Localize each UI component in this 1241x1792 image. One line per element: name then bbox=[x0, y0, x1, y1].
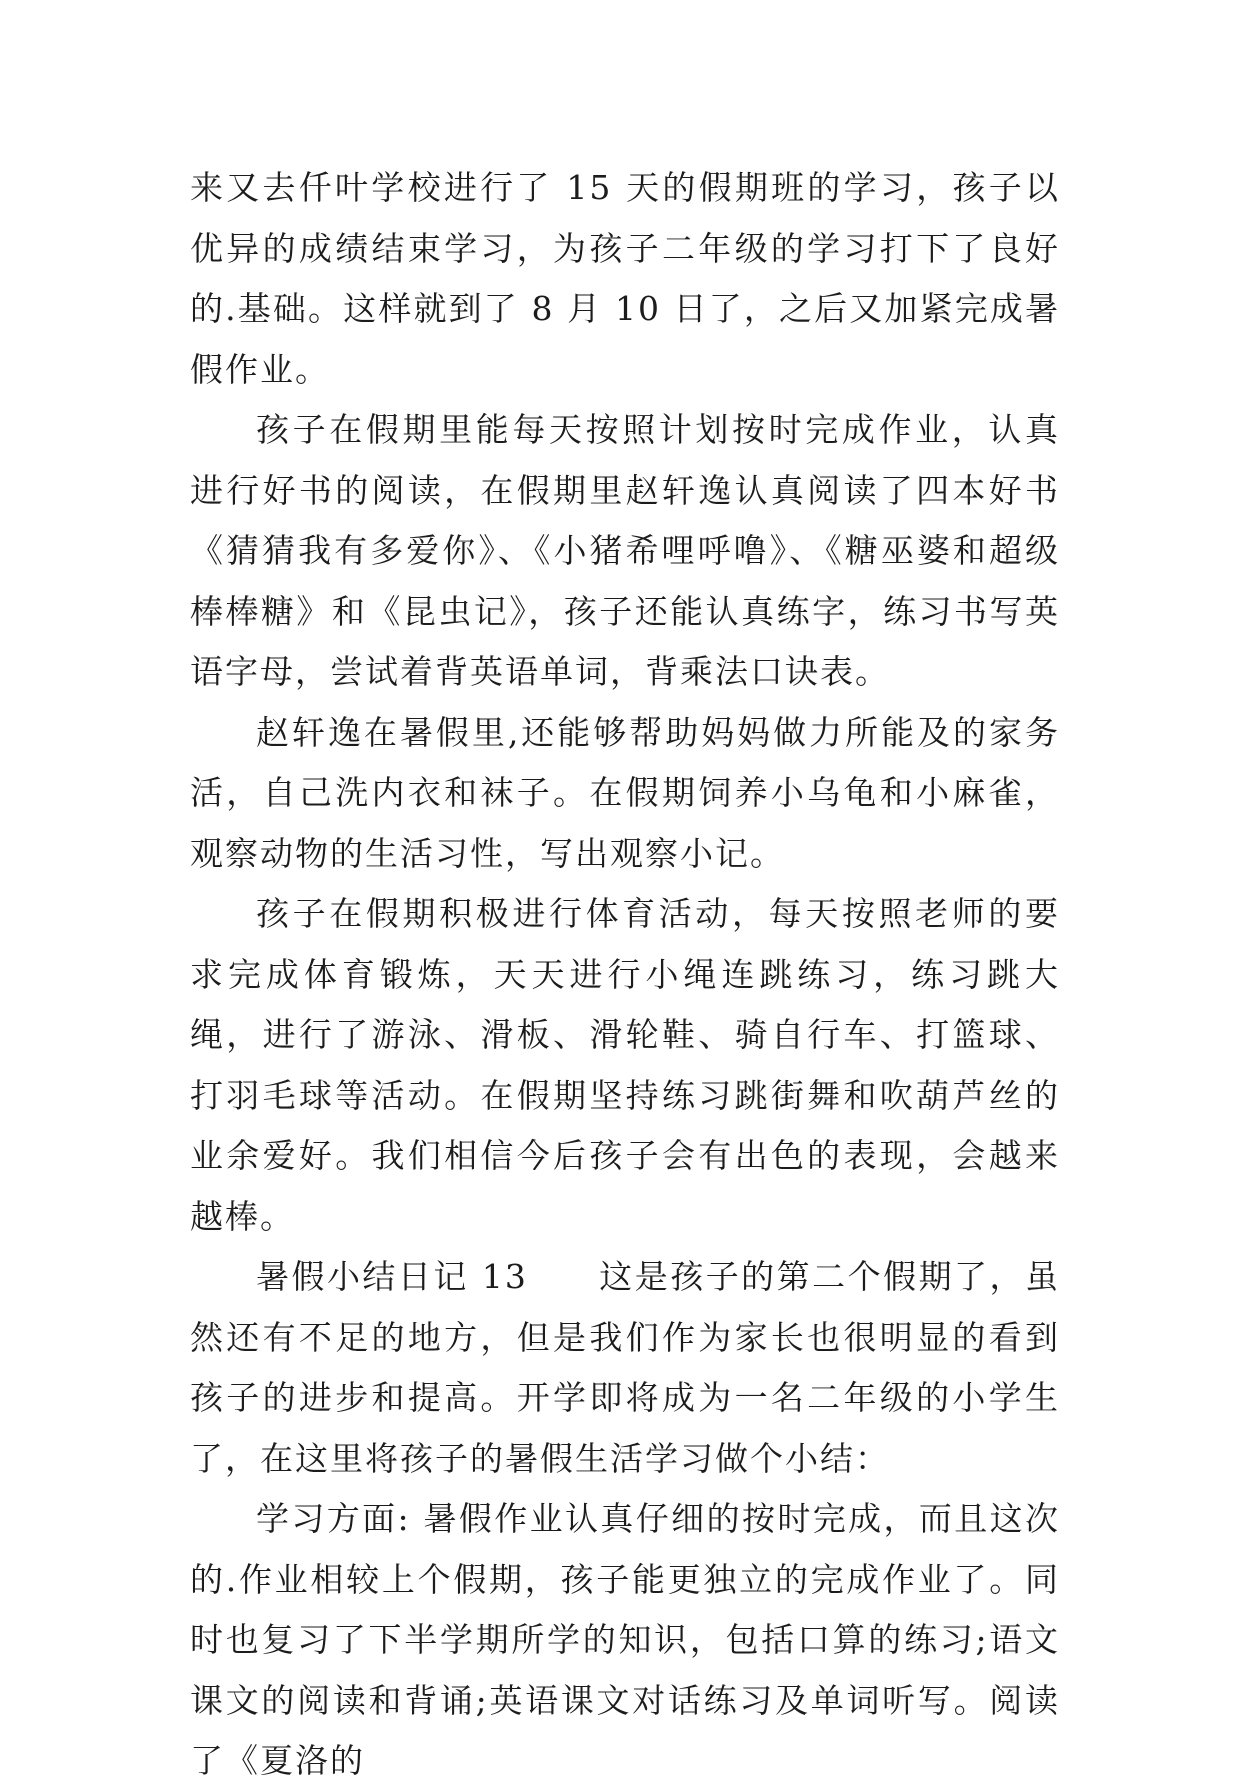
paragraph-6: 学习方面: 暑假作业认真仔细的按时完成，而且这次的.作业相较上个假期，孩子能更独立的完成作业了。同时也复习了下半学期所学的知识，包括口算的练习;语文课文的阅读和背诵;英语课文对话练习及单词听写。阅读了《夏洛的 bbox=[190, 1499, 1060, 1780]
paragraph-5: 暑假小结日记 13 这是孩子的第二个假期了，虽然还有不足的地方，但是我们作为家长也很明显的看到孩子的进步和提高。开学即将成为一名二年级的小学生了，在这里将孩子的暑假生活学习做个小结： bbox=[190, 1257, 1060, 1478]
document-body bbox=[190, 158, 1060, 1792]
paragraph-3: 赵轩逸在暑假里,还能够帮助妈妈做力所能及的家务活，自己洗内衣和袜子。在假期饲养小乌龟和小麻雀，观察动物的生活习性，写出观察小记。 bbox=[190, 712, 1060, 873]
paragraph-1: 来又去仟叶学校进行了 15 天的假期班的学习，孩子以优异的成绩结束学习，为孩子二年级的学习打下了良好的.基础。这样就到了 8 月 10 日了，之后又加紧完成暑假作业。 bbox=[190, 168, 1060, 389]
paragraph-4: 孩子在假期积极进行体育活动，每天按照老师的要求完成体育锻炼，天天进行小绳连跳练习，练习跳大绳，进行了游泳、滑板、滑轮鞋、骑自行车、打篮球、打羽毛球等活动。在假期坚持练习跳街舞和吹葫芦丝的业余爱好。我们相信今后孩子会有出色的表现，会越来越棒。 bbox=[190, 894, 1060, 1236]
paragraph-2: 孩子在假期里能每天按照计划按时完成作业，认真进行好书的阅读，在假期里赵轩逸认真阅读了四本好书《猜猜我有多爱你》、《小猪希哩呼噜》、《糖巫婆和超级棒棒糖》和《昆虫记》，孩子还能认真练字，练习书写英语字母，尝试着背英语单词，背乘法口诀表。 bbox=[190, 410, 1060, 691]
